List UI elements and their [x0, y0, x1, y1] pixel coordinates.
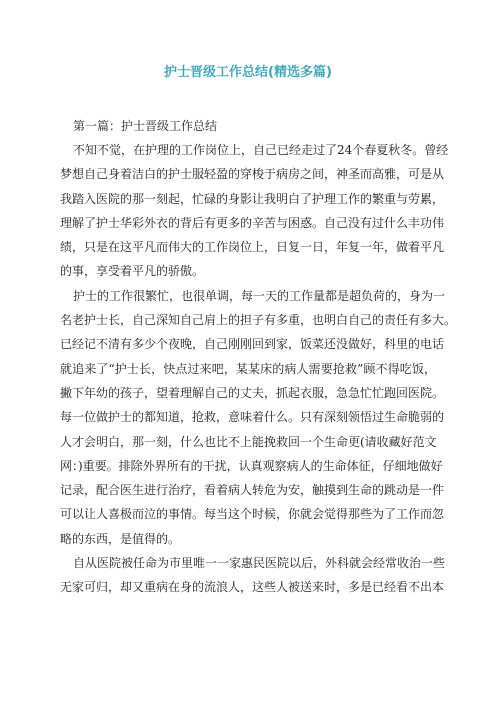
text-line: 可以让人喜极而泣的事情。每当这个时候，你就会觉得那些为了工作而忽	[60, 507, 445, 522]
text-line: 无家可归，却又重病在身的流浪人，这些人被送来时，多是已经看不出本	[60, 580, 445, 595]
text-line: 绩，只是在这平凡而伟大的工作岗位上，日复一日，年复一年，做着平凡	[60, 240, 445, 255]
paragraph	[60, 284, 457, 551]
paragraph	[60, 138, 449, 284]
text-line: 就追来了“护士长，快点过来吧，某某床的病人需要抢救”顾不得吃饭，	[60, 361, 436, 376]
text-line: 略的东西，是值得的。	[60, 531, 181, 546]
text-line: 人才会明白，那一刻，什么也比不上能挽救回一个生命更(请收藏好范文	[60, 434, 437, 449]
section-heading: 第一篇：护士晋级工作总结	[73, 119, 218, 133]
text-line: 名老护士长，自己深知自己肩上的担子有多重，也明白自己的责任有多大。	[60, 313, 457, 328]
text-line: 梦想自己身着洁白的护士服轻盈的穿梭于病房之间，神圣而高雅，可是从	[60, 167, 445, 182]
text-line: 已经记不清有多少个夜晚，自己刚刚回到家，饭菜还没做好，科里的电话	[60, 337, 445, 352]
document-title: 护士晋级工作总结(精选多篇)	[164, 65, 332, 80]
text-line: 理解了护士华彩外衣的背后有更多的辛苦与困惑。自己没有过什么丰功伟	[60, 215, 445, 230]
text-line: 每一位做护士的都知道，抢救，意味着什么。只有深刻领悟过生命脆弱的	[60, 410, 445, 425]
text-line: 我踏入医院的那一刻起，忙碌的身影让我明白了护理工作的繁重与劳累，	[60, 191, 445, 206]
text-line: 护士的工作很繁忙，也很单调，每一天的工作量都是超负荷的，身为一	[73, 288, 446, 303]
text-line: 不知不觉，在护理的工作岗位上，自己已经走过了24个春夏秋冬。曾经	[73, 143, 449, 157]
text-line: 撇下年幼的孩子，望着理解自己的丈夫，抓起衣服，急急忙忙跑回医院。	[60, 385, 445, 400]
text-line: 记录，配合医生进行治疗，看着病人转危为安，触摸到生命的跳动是一件	[60, 483, 445, 498]
text-line: 的事，享受着平凡的骄傲。	[60, 264, 205, 279]
text-line: 自从医院被任命为市里唯一一家惠民医院以后，外科就会经常收治一些	[73, 556, 446, 571]
document-body	[60, 114, 457, 600]
paragraph	[60, 551, 446, 600]
text-line: 网：)重要。排除外界所有的干扰，认真观察病人的生命体征，仔细地做好	[60, 458, 443, 473]
